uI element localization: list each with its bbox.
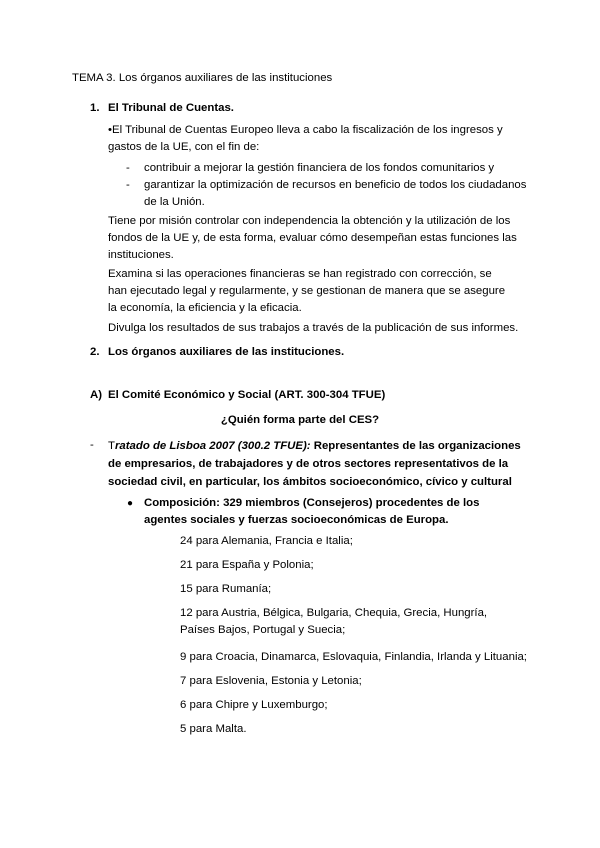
section-2-heading: Los órganos auxiliares de las instituciones. [108,346,345,358]
composition-paragraph: Composición: 329 miembros (Consejeros) procedentes de los agentes sociales y fuerzas socioeconómicas de Europa. [144,497,480,526]
section-1-paragraph: Tiene por misión controlar con independencia la obtención y la utilización de los fondos de la UE y, de esta forma, evaluar cómo desempeñan estas funciones las instituciones. [108,215,517,261]
treaty-paragraph [108,437,528,491]
member-item: 15 para Rumanía; [180,583,272,595]
member-item: 7 para Eslovenia, Estonia y Letonia; [180,675,362,687]
centered-question-heading: ¿Quién forma parte del CES? [220,414,380,426]
section-2-number: 2. [90,346,100,358]
section-1-paragraph: Examina si las operaciones financieras se han registrado con corrección, se han ejecutado legal y regularmente, y se gestionan de manera que se asegure la economía, la eficiencia y la eficacia. [108,268,506,314]
bullet-item: contribuir a mejorar la gestión financiera de los fondos comunitarios y [144,162,495,174]
treaty-initial: T [108,440,115,452]
section-1-intro: •El Tribunal de Cuentas Europeo lleva a cabo la fiscalización de los ingresos y gastos de la UE, con el fin de: [108,124,503,153]
bullet-dot: ● [127,498,134,509]
section-1-paragraph: Divulga los resultados de sus trabajos a través de la publicación de sus informes. [108,322,519,334]
member-item: 9 para Croacia, Dinamarca, Eslovaquia, Finlandia, Irlanda y Lituania; [180,651,527,663]
section-1-heading: El Tribunal de Cuentas. [108,102,234,114]
member-item: 12 para Austria, Bélgica, Bulgaria, Chequia, Grecia, Hungría, Países Bajos, Portugal y Suecia; [180,607,488,636]
member-item: 6 para Chipre y Luxemburgo; [180,699,328,711]
section-1-number: 1. [90,102,100,114]
member-item: 5 para Malta. [180,723,247,735]
bullet-marker: - [126,179,130,191]
bullet-item: garantizar la optimización de recursos en beneficio de todos los ciudadanos de la Unión. [144,179,527,208]
member-item: 24 para Alemania, Francia e Italia; [180,535,353,547]
document-title: TEMA 3. Los órganos auxiliares de las instituciones [72,72,333,84]
treaty-text: Representantes de las organizaciones de empresarios, de trabajadores y de otros sectores representativos de la sociedad civil, en particular, los ámbitos socioeconómico, cívico y cultural [108,440,521,488]
member-item: 21 para España y Polonia; [180,559,314,571]
bullet-marker: - [126,162,130,174]
dash-marker: - [90,439,94,451]
treaty-italic: ratado de Lisboa 2007 (300.2 TFUE): [114,440,311,452]
section-a-letter: A) [90,389,103,401]
section-a-heading: El Comité Económico y Social (ART. 300-304 TFUE) [108,389,386,401]
